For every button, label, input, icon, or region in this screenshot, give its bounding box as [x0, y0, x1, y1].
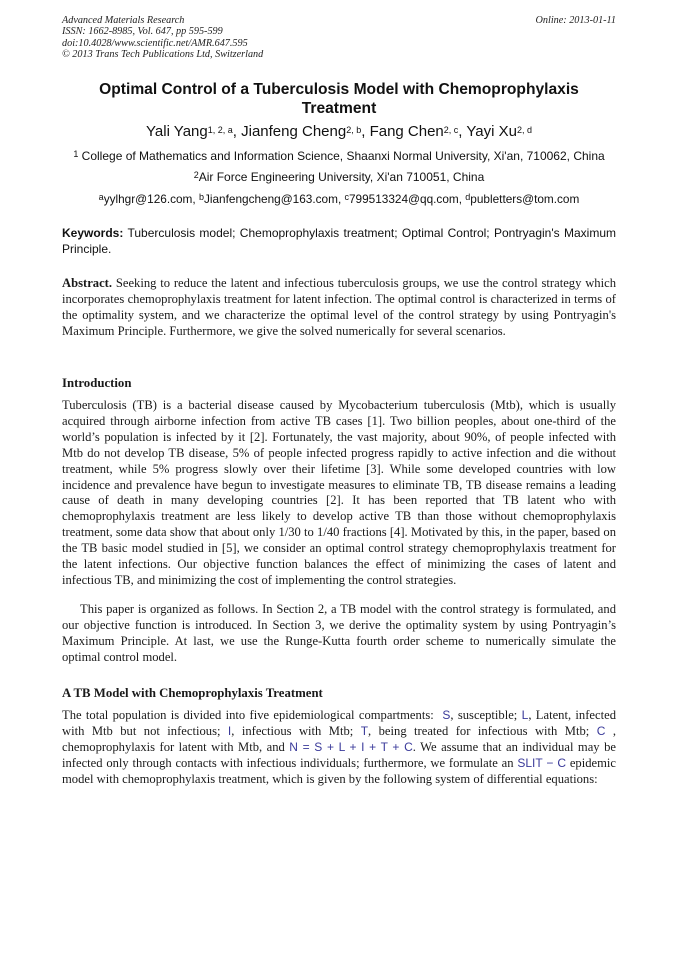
author-list: Yali Yang$^{1, 2, a}$, Jianfeng Cheng$^{2, b}$, Fang Chen$^{2, c}$, Yayi Xu$^{2, d}$	[146, 123, 532, 140]
abstract	[62, 276, 616, 340]
introduction-paragraph-2: This paper is organized as follows. In Section 2, a TB model with the control strategy is formulated, and our objective function is introduced. In Section 3, we derive the optimality system by using Pontryagin’s Maximum Principle. At last, we use the Runge-Kutta fourth order scheme to numerically simulate the optimal control model.	[62, 602, 616, 664]
affiliation-text: College of Mathematics and Information Science, Shaanxi Normal University, Xi'an, 710062, China	[81, 149, 605, 163]
symbol-i: I	[227, 723, 232, 738]
affiliation-1	[56, 149, 622, 164]
text-run: , infectious with Mtb;	[231, 723, 354, 738]
affiliation-sup: 2	[193, 170, 199, 180]
text-run: , susceptible;	[450, 708, 518, 722]
introduction-heading: Introduction	[62, 376, 132, 390]
affiliation-sup: 1	[73, 149, 79, 159]
symbol-l: L	[521, 708, 529, 722]
symbol-t: T	[360, 723, 369, 738]
symbol-c: C	[596, 723, 606, 738]
author-sup: 2, d	[516, 125, 532, 135]
email-sup: b	[198, 192, 204, 202]
author-sup: 1, 2, a	[207, 125, 233, 135]
keywords-text: Tuberculosis model; Chemoprophylaxis treatment; Optimal Control; Pontryagin's Maximum Principle.	[62, 226, 616, 256]
text-run: , chemoprophylaxis for latent with Mtb, and	[62, 723, 616, 754]
author-sup: 2, c	[443, 125, 459, 135]
text-run: The total population is divided into five epidemiological compartments:	[62, 708, 434, 722]
text-run: , being treated for infectious with Mtb;	[368, 723, 590, 738]
email-link[interactable]: publetters@tom.com	[470, 192, 580, 206]
author-name: Yayi Xu	[466, 123, 517, 140]
email-link[interactable]: 799513324@qq.com	[349, 192, 459, 206]
model-name: SLIT − C	[517, 755, 567, 770]
symbol-s: S	[442, 708, 451, 722]
text-run: , Latent, infected with Mtb but not infectious;	[62, 708, 616, 738]
email-link[interactable]: Jianfengcheng@163.com	[203, 192, 338, 206]
journal-name: Advanced Materials Research	[62, 15, 185, 26]
model-section-heading: A TB Model with Chemoprophylaxis Treatment	[62, 686, 323, 700]
author-name: Fang Chen	[369, 123, 444, 140]
model-paragraph	[62, 708, 616, 788]
keywords	[62, 226, 616, 257]
author-name: Jianfeng Cheng	[241, 123, 347, 140]
email-list: $^a$yylhgr@126.com, $^b$Jianfengcheng@163.com, $^c$799513324@qq.com, $^d$publetters@tom.com	[98, 192, 580, 206]
email-link[interactable]: yylhgr@126.com	[103, 192, 193, 206]
copyright-line: © 2013 Trans Tech Publications Ltd, Switzerland	[62, 48, 264, 60]
abstract-text: Seeking to reduce the latent and infectious tuberculosis groups, we use the control strategy which incorporates chemoprophylaxis treatment for latent infection. The optimal control is characterized in terms of the optimality system, and we characterize the optimal level of the control strategy by using Pontryagin's Maximum Principle. Furthermore, we give the solved numerically for several scenarios.	[62, 276, 616, 338]
author-name: Yali Yang	[146, 123, 208, 140]
introduction-paragraph-1: Tuberculosis (TB) is a bacterial disease caused by Mycobacterium tuberculosis (Mtb), which is usually acquired through airborne infection from active TB cases [1]. Two billion peoples, about one-third of the world’s population is infected by it [2]. Fortunately, the vast majority, about 90%, of people infected with Mtb do not develop TB disease, 5% of people infected progress rapidly to active infection and die without treatment, while 5% progress slowly over their lifetime [3]. While some developed countries with low incidence and prevalence have begun to investigate measures to eliminate TB, TB disease remains a leading cause of death in many developing countries [2]. It has been reported that TB latent who with chemoprophylaxis treatment are less likely to develop active TB than those without chemoprophylaxis treatment, some data show that about only 1/30 to 1/40 fractions [4]. Motivated by this, in the paper, based on the TB basic model studied in [5], we consider an optimal control strategy chemoprophylaxis treatment for the latent infections. Our objective function balances the effect of minimizing the cases of latent and infectious TB, and minimizing the cost of implementing the control strategies.	[62, 398, 616, 587]
paper-title: Optimal Control of a Tuberculosis Model with Chemoprophylaxis Treatment	[99, 81, 579, 117]
doi-line[interactable]: doi:10.4028/www.scientific.net/AMR.647.595	[62, 37, 248, 49]
issn-line: ISSN: 1662-8985, Vol. 647, pp 595-599	[62, 26, 223, 38]
online-date: Online: 2013-01-11	[535, 15, 616, 26]
affiliation-2	[56, 170, 622, 185]
email-sup: d	[465, 192, 471, 202]
population-equation: N = S + L + I + T + C	[289, 739, 413, 754]
author-sup: 2, b	[346, 125, 362, 135]
email-sup: c	[344, 192, 349, 202]
keywords-label: Keywords:	[62, 226, 124, 240]
text-run: . We assume that an individual may be infected only through contacts with infectious individuals; furthermore, we formulate an	[62, 739, 616, 770]
text-run: epidemic model with chemoprophylaxis treatment, which is given by the following system of differential equations:	[62, 755, 616, 786]
email-sup: a	[98, 192, 104, 202]
affiliation-text: Air Force Engineering University, Xi'an 710051, China	[198, 170, 485, 184]
abstract-label: Abstract.	[62, 276, 113, 290]
journal-header	[62, 15, 616, 60]
